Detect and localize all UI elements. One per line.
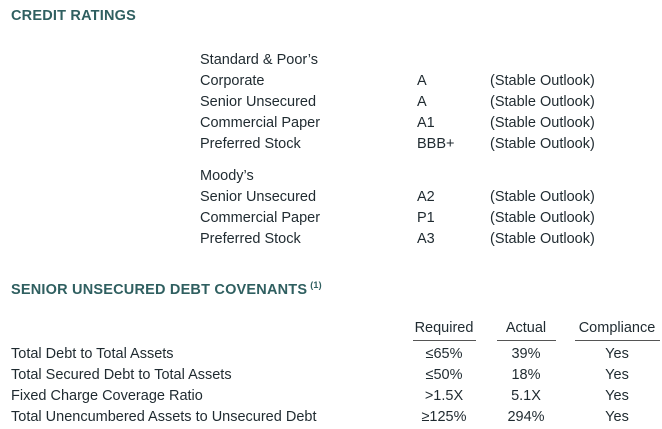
agency-name-moodys: Moody’s xyxy=(200,168,254,184)
covenant-label: Total Debt to Total Assets xyxy=(11,346,174,362)
rating-label: Senior Unsecured xyxy=(200,189,317,205)
covenant-actual: 294% xyxy=(507,409,545,425)
covenant-actual: 5.1X xyxy=(511,388,541,404)
rating-value: A1 xyxy=(417,115,435,131)
header-underline xyxy=(575,340,660,341)
rating-outlook: (Stable Outlook) xyxy=(490,210,595,226)
rating-value: A3 xyxy=(417,231,435,247)
header-underline xyxy=(413,340,476,341)
column-header-compliance: Compliance xyxy=(578,320,656,336)
rating-outlook: (Stable Outlook) xyxy=(490,115,595,131)
header-underline xyxy=(497,340,556,341)
column-header-required: Required xyxy=(414,320,474,336)
credit-ratings-heading: CREDIT RATINGS xyxy=(11,8,136,24)
rating-value: A xyxy=(417,94,427,110)
rating-label: Preferred Stock xyxy=(200,231,301,247)
covenants-heading xyxy=(11,280,322,298)
covenant-required: >1.5X xyxy=(424,388,464,404)
rating-outlook: (Stable Outlook) xyxy=(490,136,595,152)
column-header-actual: Actual xyxy=(505,320,547,336)
rating-label: Senior Unsecured xyxy=(200,94,317,110)
rating-label: Commercial Paper xyxy=(200,210,321,226)
footnote-mark: (1) xyxy=(310,280,322,290)
rating-value: A2 xyxy=(417,189,435,205)
rating-label: Corporate xyxy=(200,73,265,89)
covenant-required: ≥125% xyxy=(421,409,467,425)
covenant-required: ≤65% xyxy=(425,346,463,362)
agency-name-sp: Standard & Poor’s xyxy=(200,52,318,68)
rating-value: BBB+ xyxy=(417,136,455,152)
covenant-label: Fixed Charge Coverage Ratio xyxy=(11,388,203,404)
rating-label: Preferred Stock xyxy=(200,136,301,152)
covenant-actual: 39% xyxy=(511,346,541,362)
rating-label: Commercial Paper xyxy=(200,115,321,131)
covenant-required: ≤50% xyxy=(425,367,463,383)
rating-outlook: (Stable Outlook) xyxy=(490,73,595,89)
covenants-title: SENIOR UNSECURED DEBT COVENANTS xyxy=(11,281,308,298)
rating-value: A xyxy=(417,73,427,89)
covenant-compliance: Yes xyxy=(605,409,629,425)
covenant-compliance: Yes xyxy=(605,388,629,404)
covenant-label: Total Secured Debt to Total Assets xyxy=(11,367,232,383)
rating-value: P1 xyxy=(417,210,435,226)
covenant-compliance: Yes xyxy=(605,367,629,383)
rating-outlook: (Stable Outlook) xyxy=(490,94,595,110)
rating-outlook: (Stable Outlook) xyxy=(490,189,595,205)
covenant-label: Total Unencumbered Assets to Unsecured Debt xyxy=(11,409,317,425)
rating-outlook: (Stable Outlook) xyxy=(490,231,595,247)
covenant-compliance: Yes xyxy=(605,346,629,362)
covenant-actual: 18% xyxy=(511,367,541,383)
